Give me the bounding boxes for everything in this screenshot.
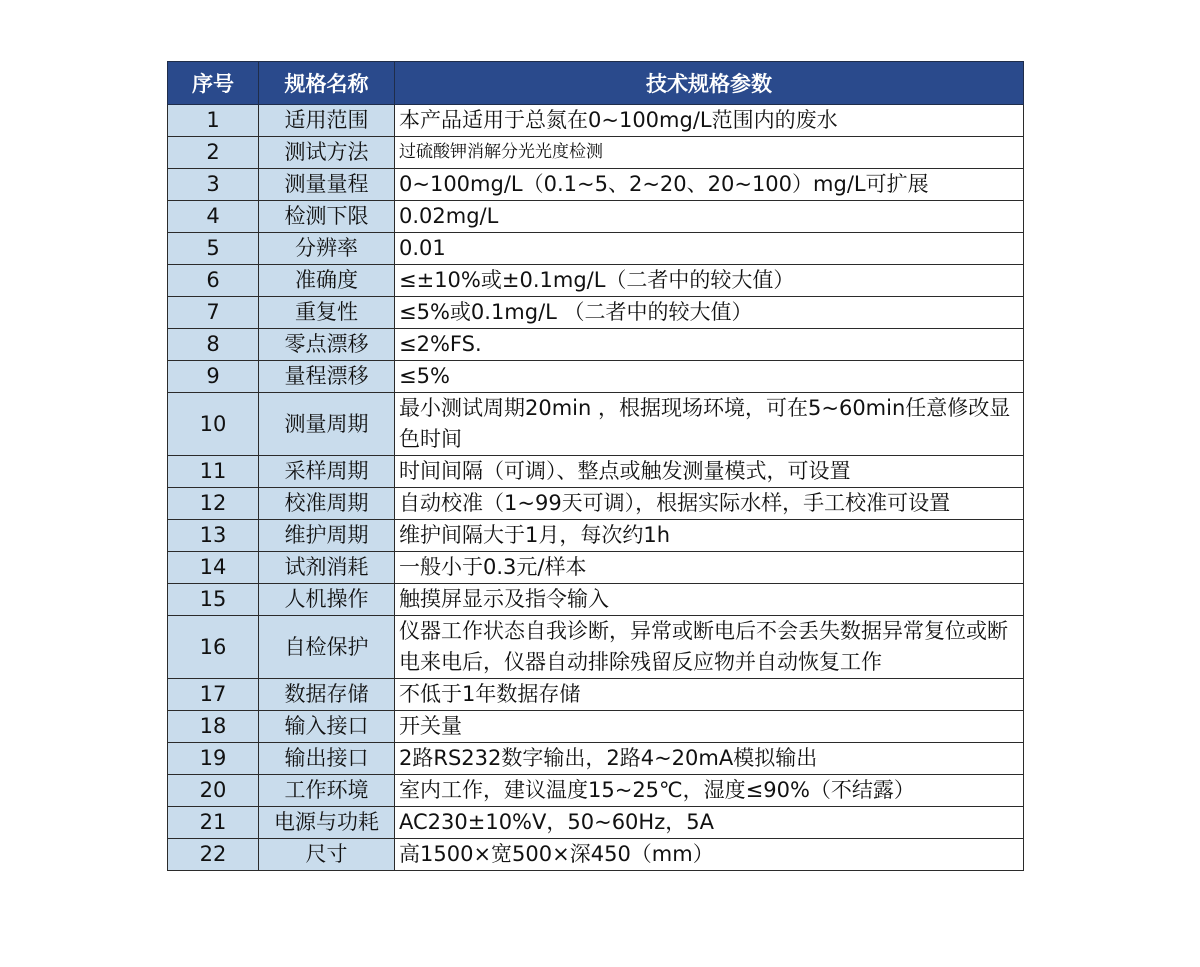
header-name: 规格名称 — [259, 62, 395, 105]
row-name: 试剂消耗 — [259, 552, 395, 584]
row-name: 测试方法 — [259, 137, 395, 169]
row-name: 维护周期 — [259, 520, 395, 552]
table-row — [168, 233, 1024, 265]
row-no: 14 — [168, 552, 259, 584]
row-no: 8 — [168, 329, 259, 361]
row-value: 高1500×宽500×深450（mm） — [395, 839, 1024, 871]
row-no: 10 — [168, 393, 259, 456]
row-value: ≤5% — [395, 361, 1024, 393]
row-name: 尺寸 — [259, 839, 395, 871]
table-row — [168, 169, 1024, 201]
row-name: 重复性 — [259, 297, 395, 329]
row-no: 21 — [168, 807, 259, 839]
table-row — [168, 743, 1024, 775]
row-no: 5 — [168, 233, 259, 265]
table-row — [168, 297, 1024, 329]
row-value: 0.01 — [395, 233, 1024, 265]
table-row — [168, 393, 1024, 456]
row-name: 准确度 — [259, 265, 395, 297]
table-row — [168, 105, 1024, 137]
spec-table — [167, 61, 1024, 871]
table-row — [168, 711, 1024, 743]
row-name: 分辨率 — [259, 233, 395, 265]
row-name: 人机操作 — [259, 584, 395, 616]
row-no: 20 — [168, 775, 259, 807]
table-row — [168, 520, 1024, 552]
row-no: 16 — [168, 616, 259, 679]
row-value: ≤5%或0.1mg/L （二者中的较大值） — [395, 297, 1024, 329]
table-row — [168, 839, 1024, 871]
row-no: 13 — [168, 520, 259, 552]
row-name: 检测下限 — [259, 201, 395, 233]
table-row — [168, 361, 1024, 393]
row-name: 量程漂移 — [259, 361, 395, 393]
row-value: 仪器工作状态自我诊断，异常或断电后不会丢失数据异常复位或断电来电后，仪器自动排除残留反应物并自动恢复工作 — [395, 616, 1024, 679]
header-row — [168, 62, 1024, 105]
row-no: 7 — [168, 297, 259, 329]
row-no: 4 — [168, 201, 259, 233]
table-row — [168, 775, 1024, 807]
row-name: 测量周期 — [259, 393, 395, 456]
row-name: 电源与功耗 — [259, 807, 395, 839]
row-value: 自动校准（1~99天可调），根据实际水样，手工校准可设置 — [395, 488, 1024, 520]
row-name: 适用范围 — [259, 105, 395, 137]
table-row — [168, 265, 1024, 297]
row-name: 自检保护 — [259, 616, 395, 679]
row-no: 17 — [168, 679, 259, 711]
row-value: 一般小于0.3元/样本 — [395, 552, 1024, 584]
row-no: 12 — [168, 488, 259, 520]
row-value: ≤±10%或±0.1mg/L（二者中的较大值） — [395, 265, 1024, 297]
row-name: 数据存储 — [259, 679, 395, 711]
row-value: ≤2%FS. — [395, 329, 1024, 361]
row-value: 不低于1年数据存储 — [395, 679, 1024, 711]
row-name: 测量量程 — [259, 169, 395, 201]
row-value: 最小测试周期20min ，根据现场环境，可在5~60min任意修改显色时间 — [395, 393, 1024, 456]
row-no: 6 — [168, 265, 259, 297]
table-row — [168, 488, 1024, 520]
table-row — [168, 679, 1024, 711]
row-no: 22 — [168, 839, 259, 871]
row-value: 触摸屏显示及指令输入 — [395, 584, 1024, 616]
table-row — [168, 137, 1024, 169]
row-value: 开关量 — [395, 711, 1024, 743]
row-value: 维护间隔大于1月，每次约1h — [395, 520, 1024, 552]
row-name: 校准周期 — [259, 488, 395, 520]
row-name: 采样周期 — [259, 456, 395, 488]
row-no: 19 — [168, 743, 259, 775]
row-no: 2 — [168, 137, 259, 169]
table-row — [168, 616, 1024, 679]
row-value: 过硫酸钾消解分光光度检测 — [395, 137, 1024, 169]
row-no: 15 — [168, 584, 259, 616]
table-row — [168, 329, 1024, 361]
row-no: 18 — [168, 711, 259, 743]
table-row — [168, 552, 1024, 584]
table-row — [168, 807, 1024, 839]
row-value: 0.02mg/L — [395, 201, 1024, 233]
row-name: 输出接口 — [259, 743, 395, 775]
row-value: 0~100mg/L（0.1~5、2~20、20~100）mg/L可扩展 — [395, 169, 1024, 201]
row-value: 本产品适用于总氮在0~100mg/L范围内的废水 — [395, 105, 1024, 137]
row-name: 输入接口 — [259, 711, 395, 743]
table-row — [168, 201, 1024, 233]
row-name: 零点漂移 — [259, 329, 395, 361]
row-no: 3 — [168, 169, 259, 201]
row-no: 11 — [168, 456, 259, 488]
header-no: 序号 — [168, 62, 259, 105]
header-value: 技术规格参数 — [395, 62, 1024, 105]
table-row — [168, 456, 1024, 488]
row-name: 工作环境 — [259, 775, 395, 807]
row-value: 室内工作，建议温度15~25℃，湿度≤90%（不结露） — [395, 775, 1024, 807]
row-no: 1 — [168, 105, 259, 137]
row-value: 2路RS232数字输出，2路4~20mA模拟输出 — [395, 743, 1024, 775]
row-value: 时间间隔（可调）、整点或触发测量模式，可设置 — [395, 456, 1024, 488]
table-row — [168, 584, 1024, 616]
row-no: 9 — [168, 361, 259, 393]
row-value: AC230±10%V，50~60Hz，5A — [395, 807, 1024, 839]
